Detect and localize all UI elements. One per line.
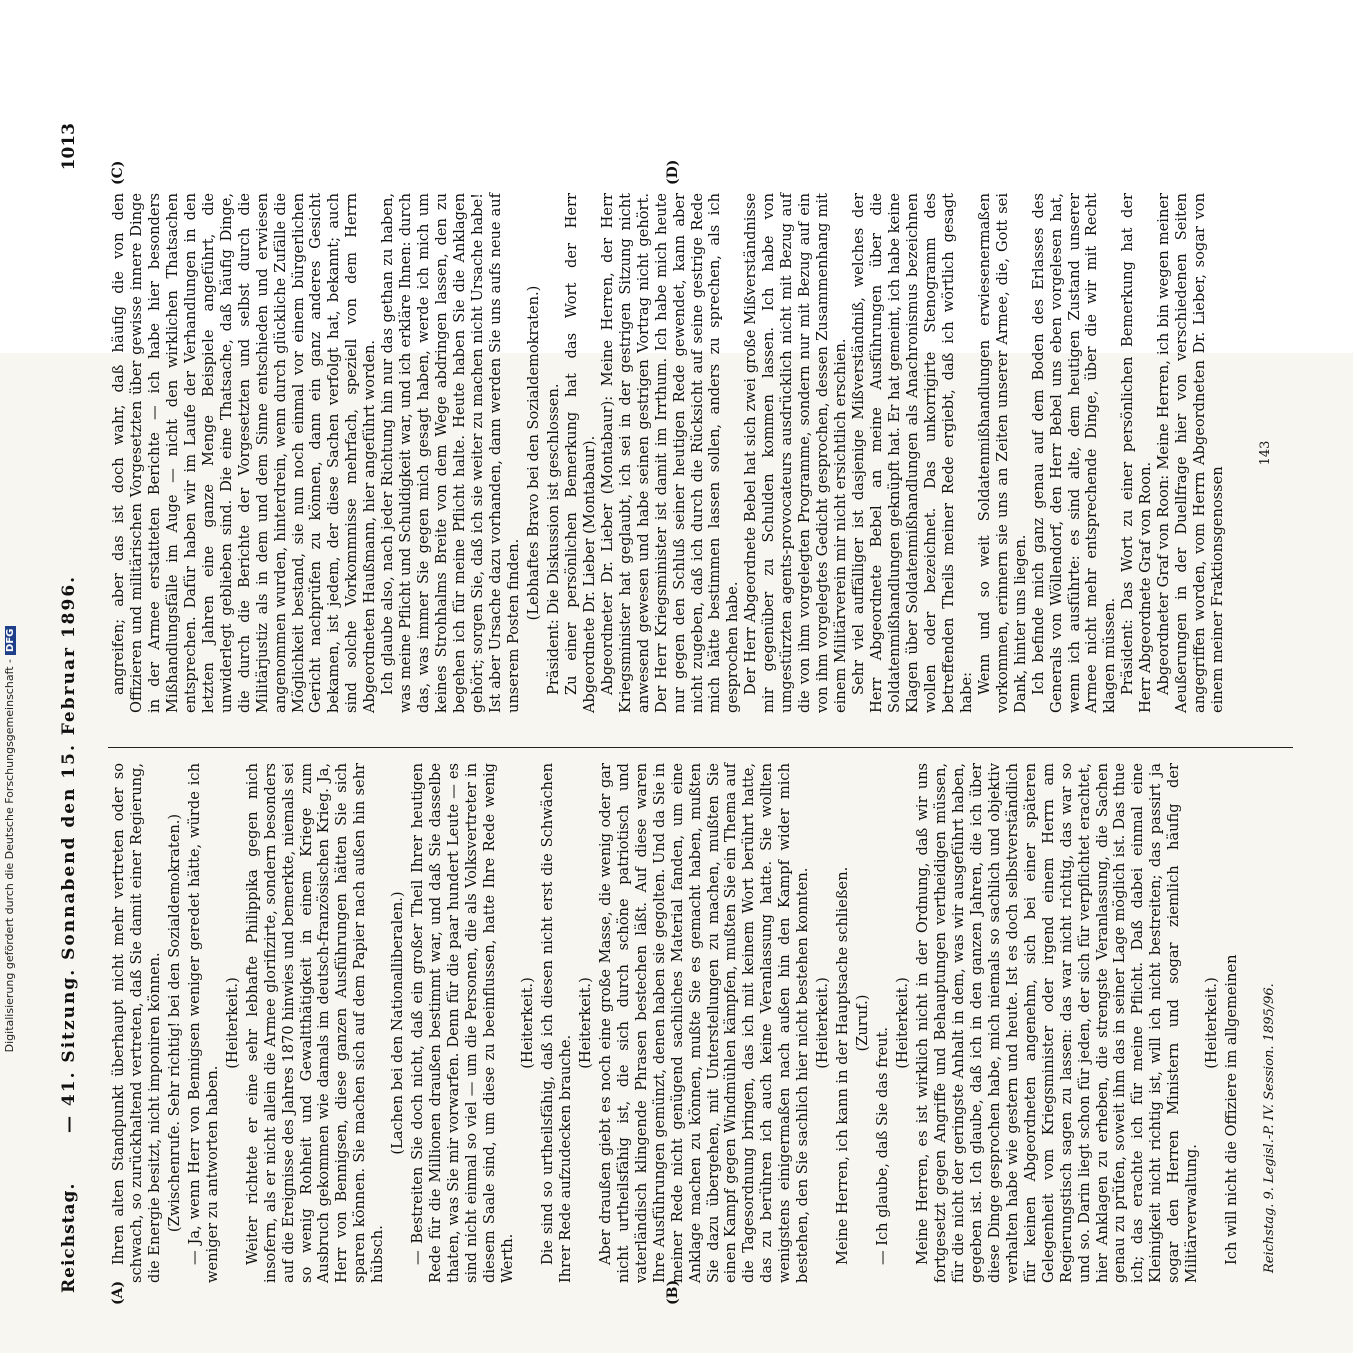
paragraph: — Ja, wenn Herr von Bennigsen weniger geredet hätte, würde ich weniger zu antworten haben. <box>185 763 221 1283</box>
paragraph: Abgeordneter Graf von Roon: Meine Herren, ich bin wegen meiner Aeußerungen in der Duellfrage hier von verschiedenen Seiten angegriffen worden, vom Herrn Abgeordneten Dr. Lieber, sogar von einem meiner Fraktionsgenossen <box>1155 193 1227 713</box>
dfg-logo: DFG <box>5 626 16 655</box>
header-chamber: Reichstag. <box>59 1182 79 1293</box>
digitization-note <box>3 339 17 1339</box>
digitization-credit: Digitalisierung gefördert durch die Deutsche Forschungsgemeinschaft - <box>3 658 16 1053</box>
paragraph: — Ich glaube, daß Sie das freut. <box>874 1026 892 1265</box>
margin-marker-b: (B) <box>665 1279 681 1305</box>
stage-direction: (Heiterkeit.) <box>814 977 832 1069</box>
paragraph: Ihren alten Standpunkt überhaupt nicht mehr vertreten oder so schwach, so zurückhaltend vertreten, daß Sie damit einer Regierung, die Energie besitzt, nicht imponiren können. <box>110 763 163 1283</box>
paragraph: Sehr viel auffälliger ist dasjenige Mißverständniß, welches der Herr Abgeordnete Bebel an meine Ausführungen über die Soldatenmißhandlungen geknüpft hat. Er hat gemeint, ich habe keine Klagen über Soldatenmißhandlungen als Anachronismus bezeichnen wollen oder bezeichnet. Das unkorrigirte Stenogramm des betreffenden Theils meiner Rede ergiebt, daß ich wörtlich gesagt habe: <box>850 193 975 713</box>
stage-direction: (Heiterkeit.) <box>223 977 241 1069</box>
document-page <box>0 123 1353 1353</box>
stage-direction: (Zwischenrufe. Sehr richtig! bei den Sozialdemokraten.) <box>165 813 183 1233</box>
header-session: — 41. Sitzung. Sonnabend den 15. Februar 1896. <box>59 574 79 1133</box>
page-header <box>55 123 89 1293</box>
digitization-note-text <box>3 339 16 1339</box>
paragraph: Meine Herren, ich kann in der Hauptsache schließen. <box>834 866 852 1265</box>
stage-direction: (Lebhaftes Bravo bei den Sozialdemokraten.) <box>524 285 542 621</box>
right-column <box>110 193 1227 713</box>
stage-direction: (Heiterkeit.) <box>518 977 536 1069</box>
left-column <box>110 763 1241 1283</box>
paragraph: Ich glaube also, nach jeder Richtung hin nur das gethan zu haben, was meine Pflicht und Schuldigkeit war, und ich erkläre Ihnen: durch das, was immer Sie gegen mich gesagt haben, werde ich mich um keines Strohhalms Breite von dem Wege abdringen lassen, den zu begehen ich für meine Pflicht halte. Heute haben Sie die Anklagen gehört; sorgen Sie, daß ich sie weiter zu machen nicht Ursache habe! Ist aber Ursache dazu vorhanden, dann werden Sie uns aufs neue auf unserem Posten finden. <box>379 193 522 713</box>
paragraph: Weiter richtete er eine sehr lebhafte Philippika gegen mich insofern, als er nicht allein die Armee glorifizirte, sondern besonders auf die Ereignisse des Jahres 1870 hinwies und bemerkte, niemals sei so wenig Rohheit und Gewaltthätigkeit in einem Kriege zum Ausbruch gekommen wie damals im deutsch-französischen Krieg. Ja, Herr von Bennigsen, diese ganzen Ausführungen hätten Sie sich sparen können. Sie machen sich auf dem Papier nach außen hin sehr hübsch. <box>243 763 387 1283</box>
paragraph: Ich befinde mich ganz genau auf dem Boden des Erlasses des Generals von Wöllendorf, den Herr Bebel uns eben vorgelesen hat, wenn ich ausführte: es sind alte, dem heutigen Zustand unserer Armee nicht mehr entsprechende Dinge, über die wir mit Recht klagen müssen. <box>1029 193 1119 713</box>
paragraph: Präsident: Das Wort zu einer persönlichen Bemerkung hat der Herr Abgeordnete Graf von Roon. <box>1119 193 1155 713</box>
paragraph: Ich will nicht die Offiziere im allgemeinen <box>1223 954 1241 1265</box>
stage-direction: (Zuruf.) <box>854 994 872 1052</box>
paragraph: Die sind so urtheilsfähig, daß ich diesen nicht erst die Schwächen Ihrer Rede aufzudecken brauche. <box>538 763 574 1283</box>
paragraph: angreifen; aber das ist doch wahr, daß häufig die von den Offizieren und militärischen Vorgesetzten über gewisse innere Dinge in der Armee erstatteten Berichte — ich habe hier besonders Mißhandlungsfälle im Auge — nicht den wirklichen Thatsachen entsprechen. Dafür haben wir im Laufe der Verhandlungen in den letzten Jahren eine ganze Menge Beispiele angeführt, die unwiderlegt geblieben sind. Die eine Thatsache, daß häufig Dinge, die durch die Berichte der Vorgesetzten und selbst durch die Militärjustiz als in dem und dem Sinne entschieden und erwiesen angenommen wurden, hinterdrein, wenn durch glückliche Zufälle die Möglichkeit bestand, sie nun noch einmal vor einem bürgerlichen Gericht nachprüfen zu können, dann ein ganz anderes Gesicht bekamen, ist jedem, der diese Sachen verfolgt hat, bekannt; auch sind solche Vorkommnisse mehrfach, speziell von dem Herrn Abgeordneten Haußmann, hier angeführt worden. <box>110 193 379 713</box>
stage-direction: (Heiterkeit.) <box>894 977 912 1069</box>
margin-marker-a: (A) <box>110 1280 126 1305</box>
paragraph: Der Herr Abgeordnete Bebel hat sich zwei große Mißverständnisse mir gegenüber zu Schulden kommen lassen. Ich habe von umgestürzten agents-provocateurs ausdrücklich nicht mit Bezug auf die von ihm vorgelegten Programme, sondern nur mit Bezug auf ein von ihm vorgelegtes Gedicht gesprochen, dessen Zusammenhang mit einem Militärverein mir nicht ersichtlich erschien. <box>742 193 850 713</box>
footer-sheet-number: 143 <box>1258 440 1273 466</box>
margin-marker-d: (D) <box>665 159 681 185</box>
paragraph: Meine Herren, es ist wirklich nicht in der Ordnung, daß wir uns fortgesetzt gegen Angriffe und Behauptungen vertheidigen müssen, für die nicht der geringste Anhalt in dem, was wir ausgeführt haben, gegeben ist. Ich glaube, daß ich in den ganzen Jahren, die ich über diese Dinge gesprochen habe, mich niemals so sachlich und objektiv verhalten habe wie gestern und heute. Ist es doch selbstverständlich für keinen Abgeordneten angenehm, sich bei einer späteren Gelegenheit vom Kriegsminister oder irgend einem Herrn am Regierungstisch sagen zu lassen: das war nicht richtig, das war so und so. Darin liegt schon für jeden, der sich für verpflichtet erachtet, hier Anklagen zu erheben, die strengste Veranlassung, die Sachen genau zu prüfen, soweit ihm das in seiner Lage möglich ist. Das thue ich; das erachte ich für meine Pflicht. Daß dabei einmal eine Kleinigkeit nicht richtig ist, will ich nicht bestreiten; das passirt ja sogar den Herren Ministern und sogar ziemlich häufig der Militärverwaltung. <box>913 763 1201 1283</box>
paragraph: Abgeordneter Dr. Lieber (Montabaur): Meine Herren, der Herr Kriegsminister hat geglaubt, ich sei in der gestrigen Sitzung nicht anwesend gewesen und habe seinen gestrigen Vortrag nicht gehört. Der Herr Kriegsminister ist damit im Irrthum. Ich habe mich heute nur gegen den Schluß seiner heutigen Rede gewendet, kann aber nicht zugeben, daß ich durch die Rücksicht auf seine gestrige Rede mich hätte bestimmen lassen sollen, anders zu sprechen, als ich gesprochen habe. <box>598 193 742 713</box>
stage-direction: (Heiterkeit.) <box>576 977 594 1069</box>
footer-publication: Reichstag. 9. Legisl.-P. IV. Session. 1895/96. <box>1262 983 1277 1273</box>
stage-direction: (Lachen bei den Nationalliberalen.) <box>389 891 407 1155</box>
paragraph: Präsident: Die Diskussion ist geschlossen. <box>544 383 562 695</box>
paragraph: Wenn und so weit Soldatenmißhandlungen erwiesenermaßen vorkommen, erinnern sie uns an Zeiten unserer Armee, die, Gott sei Dank, hinter uns liegen. <box>975 193 1029 713</box>
margin-marker-c: (C) <box>110 160 126 185</box>
stage-direction: (Heiterkeit.) <box>1203 977 1221 1069</box>
paragraph: — Bestreiten Sie doch nicht, daß ein großer Theil Ihrer heutigen Rede für die Millionen draußen bestimmt war, und daß Sie dasselbe thaten, was Sie mir vorwarfen. Denn für die paar hundert Leute — es sind nicht einmal so viel — um die Personen, die als Volksvertreter in diesem Saale sind, um diese zu beeinflussen, hatte Ihre Rede wenig Werth. <box>409 763 517 1283</box>
paragraph: Zu einer persönlichen Bemerkung hat das Wort der Herr Abgeordnete Dr. Lieber (Montabaur). <box>562 193 598 713</box>
paragraph: Aber draußen giebt es noch eine große Masse, die wenig oder gar nicht urtheilsfähig ist, die sich durch schöne patriotisch und vaterländisch klingende Phrasen bestechen läßt. Auf diese waren Ihre Ausführungen gemünzt, denen haben sie gegolten. Und da Sie in meiner Rede nicht genügend sachliches Material fanden, um eine Anklage machen zu können, mußte Sie es gemacht haben, mußten Sie dazu übergehen, mit Unterstellungen zu machen, mußten Sie einen Kampf gegen Windmühlen kämpfen, mußten Sie ein Thema auf die Tagesordnung bringen, das ich mit keinem Wort berührt hatte, das zu berühren ich auch keine Veranlassung hatte. Sie wollten wenigstens einigermaßen nach außen hin den Kampf wider mich bestehen, den Sie sachlich hier nicht bestehen konnten. <box>596 763 812 1283</box>
header-page-number: 1013 <box>59 123 79 171</box>
column-divider <box>108 747 1293 748</box>
